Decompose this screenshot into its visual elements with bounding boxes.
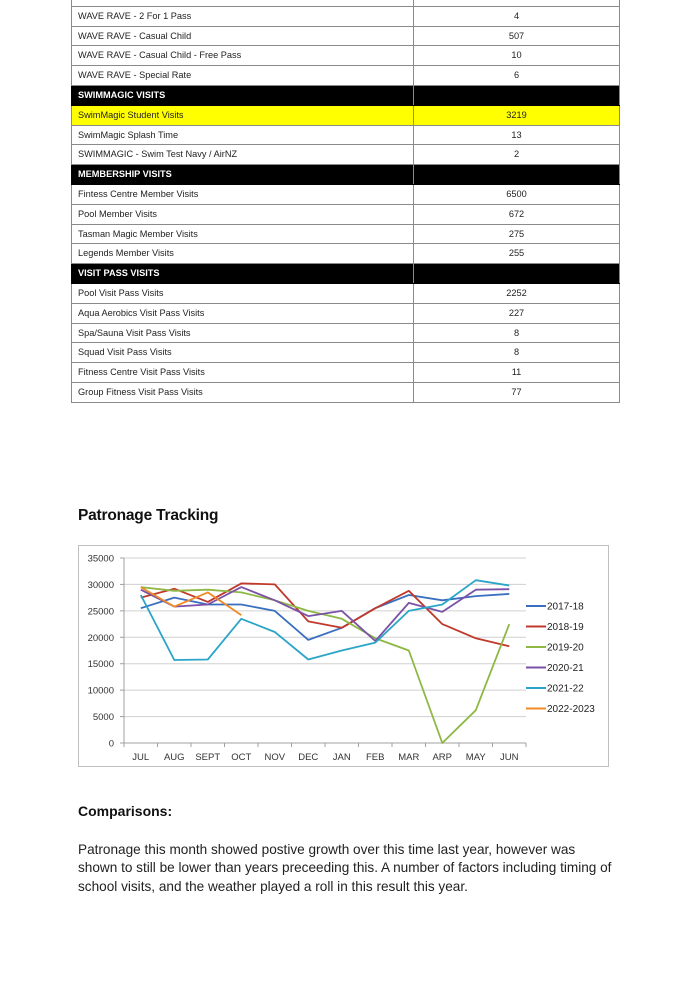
y-tick-label: 10000 <box>87 685 114 697</box>
table-row <box>72 6 620 26</box>
x-tick-label: MAR <box>398 752 420 763</box>
row-label: WAVE RAVE - 2 For 1 Pass <box>72 6 414 26</box>
row-value <box>414 85 620 105</box>
row-label: Spa/Sauna Visit Pass Visits <box>72 323 414 343</box>
table-section-header <box>72 85 620 105</box>
row-value: 10 <box>414 46 620 66</box>
row-value: 2 <box>414 145 620 165</box>
x-tick-label: DEC <box>298 752 319 763</box>
row-value: 77 <box>414 382 620 402</box>
row-value: 672 <box>414 204 620 224</box>
table-row <box>72 323 620 343</box>
row-value: 6 <box>414 66 620 86</box>
row-value <box>414 264 620 284</box>
x-tick-label: SEPT <box>195 752 221 763</box>
row-value: 2252 <box>414 283 620 303</box>
x-tick-label: JAN <box>332 752 351 763</box>
x-tick-label: JUN <box>500 752 519 763</box>
x-tick-label: FEB <box>366 752 385 763</box>
row-label: SWIMMAGIC - Swim Test Navy / AirNZ <box>72 145 414 165</box>
table-row <box>72 46 620 66</box>
x-tick-label: ARP <box>432 752 453 763</box>
legend-label: 2017-18 <box>547 601 584 613</box>
y-tick-label: 20000 <box>87 632 114 644</box>
table-row <box>72 343 620 363</box>
row-label: SWIMMAGIC VISITS <box>72 85 414 105</box>
row-label: MEMBERSHIP VISITS <box>72 165 414 185</box>
table-section-header <box>72 264 620 284</box>
patronage-chart-svg <box>79 546 610 768</box>
table-row <box>72 105 620 125</box>
row-label: Fitness Centre Visit Pass Visits <box>72 363 414 383</box>
row-value: 13 <box>414 125 620 145</box>
x-tick-label: JUL <box>132 752 150 763</box>
row-label: SwimMagic Student Visits <box>72 105 414 125</box>
row-label: VISIT PASS VISITS <box>72 264 414 284</box>
comparisons-paragraph: Patronage this month showed postive growth over this time last year, however was shown to still be lower than years preceeding this. A number of factors including timing of school visits, and the weather played a roll in this result this year. <box>78 842 612 894</box>
table-row <box>72 224 620 244</box>
table-section-header <box>72 165 620 185</box>
table-row <box>72 303 620 323</box>
patronage-tracking-heading: Patronage Tracking <box>78 507 219 524</box>
y-tick-label: 15000 <box>87 659 114 671</box>
table-row <box>72 382 620 402</box>
legend-label: 2019-20 <box>547 642 584 654</box>
row-value: 507 <box>414 26 620 46</box>
patronage-chart <box>78 545 609 767</box>
y-tick-label: 0 <box>108 738 114 750</box>
table-row <box>72 145 620 165</box>
visits-table <box>71 0 620 403</box>
table-row <box>72 184 620 204</box>
legend-label: 2021-22 <box>547 683 584 695</box>
legend-label: 2022-2023 <box>547 704 595 715</box>
legend-label: 2020-21 <box>547 663 584 674</box>
row-value: 6500 <box>414 184 620 204</box>
row-label: Squad Visit Pass Visits <box>72 343 414 363</box>
row-label: WAVE RAVE - Casual Child <box>72 26 414 46</box>
x-tick-label: AUG <box>163 752 185 763</box>
row-label: WAVE RAVE - Special Rate <box>72 66 414 86</box>
row-value: 227 <box>414 303 620 323</box>
row-label: SwimMagic Splash Time <box>72 125 414 145</box>
visits-table-body <box>72 0 620 402</box>
row-value: 4 <box>414 6 620 26</box>
row-value: 11 <box>414 363 620 383</box>
y-tick-label: 30000 <box>87 579 114 591</box>
table-row <box>72 244 620 264</box>
y-tick-label: 35000 <box>87 553 114 565</box>
series-line-2017-18 <box>141 594 510 640</box>
table-row <box>72 66 620 86</box>
row-label: Tasman Magic Member Visits <box>72 224 414 244</box>
table-row <box>72 283 620 303</box>
table-row <box>72 204 620 224</box>
row-value: 3219 <box>414 105 620 125</box>
series-line-2021-22 <box>141 580 510 660</box>
x-tick-label: OCT <box>231 752 252 763</box>
row-value: 275 <box>414 224 620 244</box>
row-label: Pool Member Visits <box>72 204 414 224</box>
row-label: WAVE RAVE - Casual Child - Free Pass <box>72 46 414 66</box>
row-value: 255 <box>414 244 620 264</box>
row-label: Aqua Aerobics Visit Pass Visits <box>72 303 414 323</box>
x-tick-label: NOV <box>264 752 286 763</box>
x-tick-label: MAY <box>465 752 486 763</box>
row-label: Group Fitness Visit Pass Visits <box>72 382 414 402</box>
legend-label: 2018-19 <box>547 622 584 633</box>
row-label: Fintess Centre Member Visits <box>72 184 414 204</box>
table-row <box>72 26 620 46</box>
table-row <box>72 363 620 383</box>
row-label: Pool Visit Pass Visits <box>72 283 414 303</box>
row-value <box>414 165 620 185</box>
y-tick-label: 5000 <box>92 712 114 724</box>
y-tick-label: 25000 <box>87 606 114 618</box>
row-value: 8 <box>414 343 620 363</box>
comparisons-heading: Comparisons: <box>78 803 173 819</box>
row-value: 8 <box>414 323 620 343</box>
row-label: Legends Member Visits <box>72 244 414 264</box>
table-row <box>72 125 620 145</box>
